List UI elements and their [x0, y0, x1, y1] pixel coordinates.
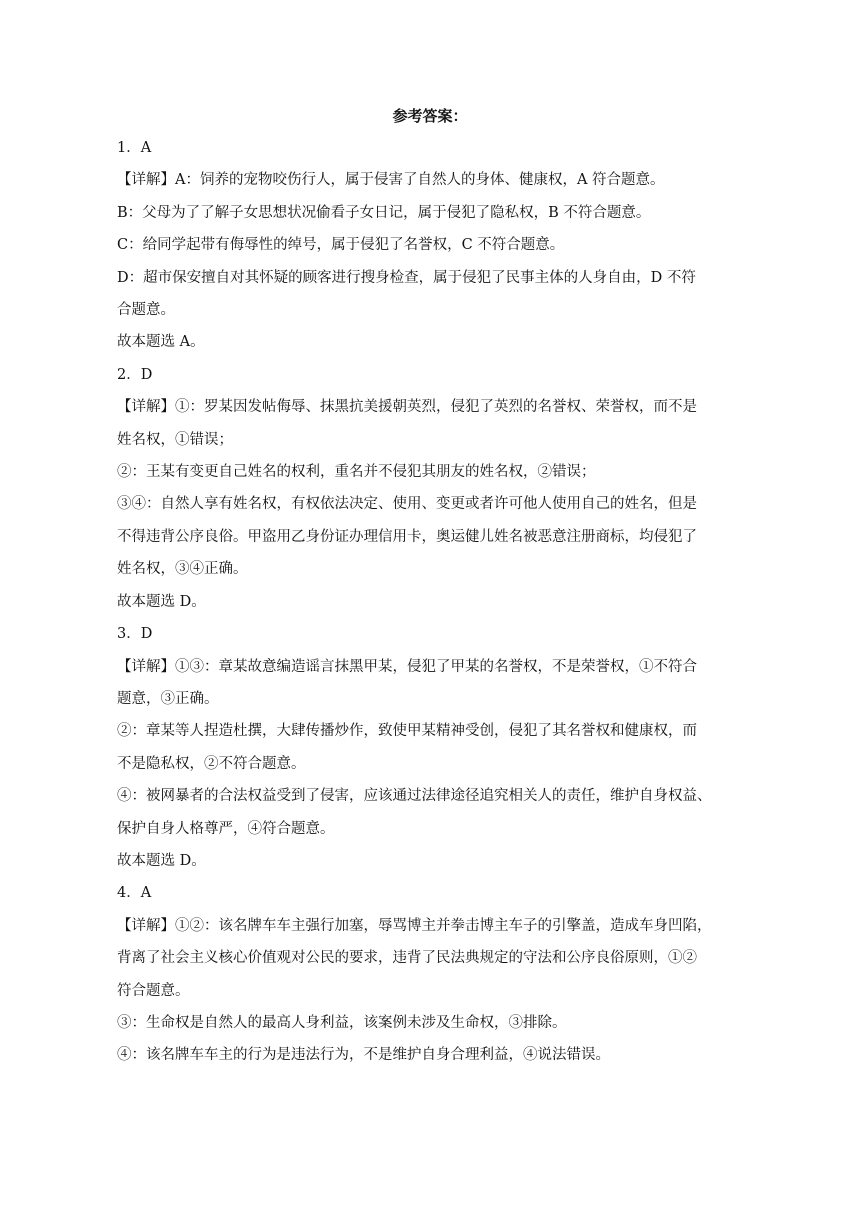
explanation-line: ④：被网暴者的合法权益受到了侵害，应该通过法律途径追究相关人的责任，维护自身权益、: [117, 788, 712, 805]
explanation-line: 保护自身人格尊严，④符合题意。: [117, 820, 335, 837]
answer-content: [117, 132, 735, 1072]
explanation-line: 符合题意。: [117, 982, 190, 999]
answer-number: 1．A: [117, 140, 152, 156]
explanation-line: ②：王某有变更自己姓名的权利，重名并不侵犯其朋友的姓名权，②错误；: [117, 464, 596, 481]
explanation-line: C：给同学起带有侮辱性的绰号，属于侵犯了名誉权，C 不符合题意。: [117, 237, 565, 254]
explanation-line: ②：章某等人捏造杜撰，大肆传播炒作，致使甲某精神受创，侵犯了其名誉权和健康权，而: [117, 723, 697, 740]
explanation-line: ③：生命权是自然人的最高人身利益，该案例未涉及生命权，③排除。: [117, 1014, 567, 1031]
explanation-line: 姓名权，①错误；: [117, 431, 233, 448]
page-title: 参考答案：: [392, 107, 468, 125]
explanation-line: 【详解】A：饲养的宠物咬伤行人，属于侵害了自然人的身体、健康权，A 符合题意。: [117, 172, 665, 189]
explanation-line: 背离了社会主义核心价值观对公民的要求，违背了民法典规定的守法和公序良俗原则，①②: [117, 950, 697, 967]
explanation-line: ④：该名牌车车主的行为是违法行为，不是维护自身合理利益，④说法错误。: [117, 1047, 610, 1064]
explanation-line: 题意，③正确。: [117, 690, 219, 707]
explanation-line: 【详解】①②：该名牌车车主强行加塞，辱骂博主并拳击博主车子的引擎盖，造成车身凹陷，: [117, 917, 712, 934]
explanation-line: 姓名权，③④正确。: [117, 561, 248, 578]
explanation-line: 合题意。: [117, 302, 175, 319]
explanation-line: D：超市保安擅自对其怀疑的顾客进行搜身检查，属于侵犯了民事主体的人身自由，D 不符: [117, 269, 696, 286]
answer-number: 3．D: [117, 626, 153, 643]
conclusion-line: 故本题选 D。: [117, 852, 206, 869]
explanation-line: 【详解】①：罗某因发帖侮辱、抹黑抗美援朝英烈，侵犯了英烈的名誉权、荣誉权，而不是: [117, 399, 697, 416]
answer-number: 4．A: [117, 885, 152, 902]
explanation-line: ③④：自然人享有姓名权，有权依法决定、使用、变更或者许可他人使用自己的姓名，但是: [117, 496, 697, 513]
conclusion-line: 故本题选 D。: [117, 593, 206, 610]
conclusion-line: 故本题选 A。: [117, 334, 205, 351]
explanation-line: 不是隐私权，②不符合题意。: [117, 755, 306, 772]
answer-number: 2．D: [117, 366, 153, 383]
explanation-line: B：父母为了了解子女思想状况偷看子女日记，属于侵犯了隐私权，B 不符合题意。: [117, 204, 651, 221]
explanation-line: 不得违背公序良俗。甲盗用乙身份证办理信用卡，奥运健儿姓名被恶意注册商标，均侵犯了: [117, 528, 697, 545]
explanation-line: 【详解】①③：章某故意编造谣言抹黑甲某，侵犯了甲某的名誉权，不是荣誉权，①不符合: [117, 658, 697, 675]
